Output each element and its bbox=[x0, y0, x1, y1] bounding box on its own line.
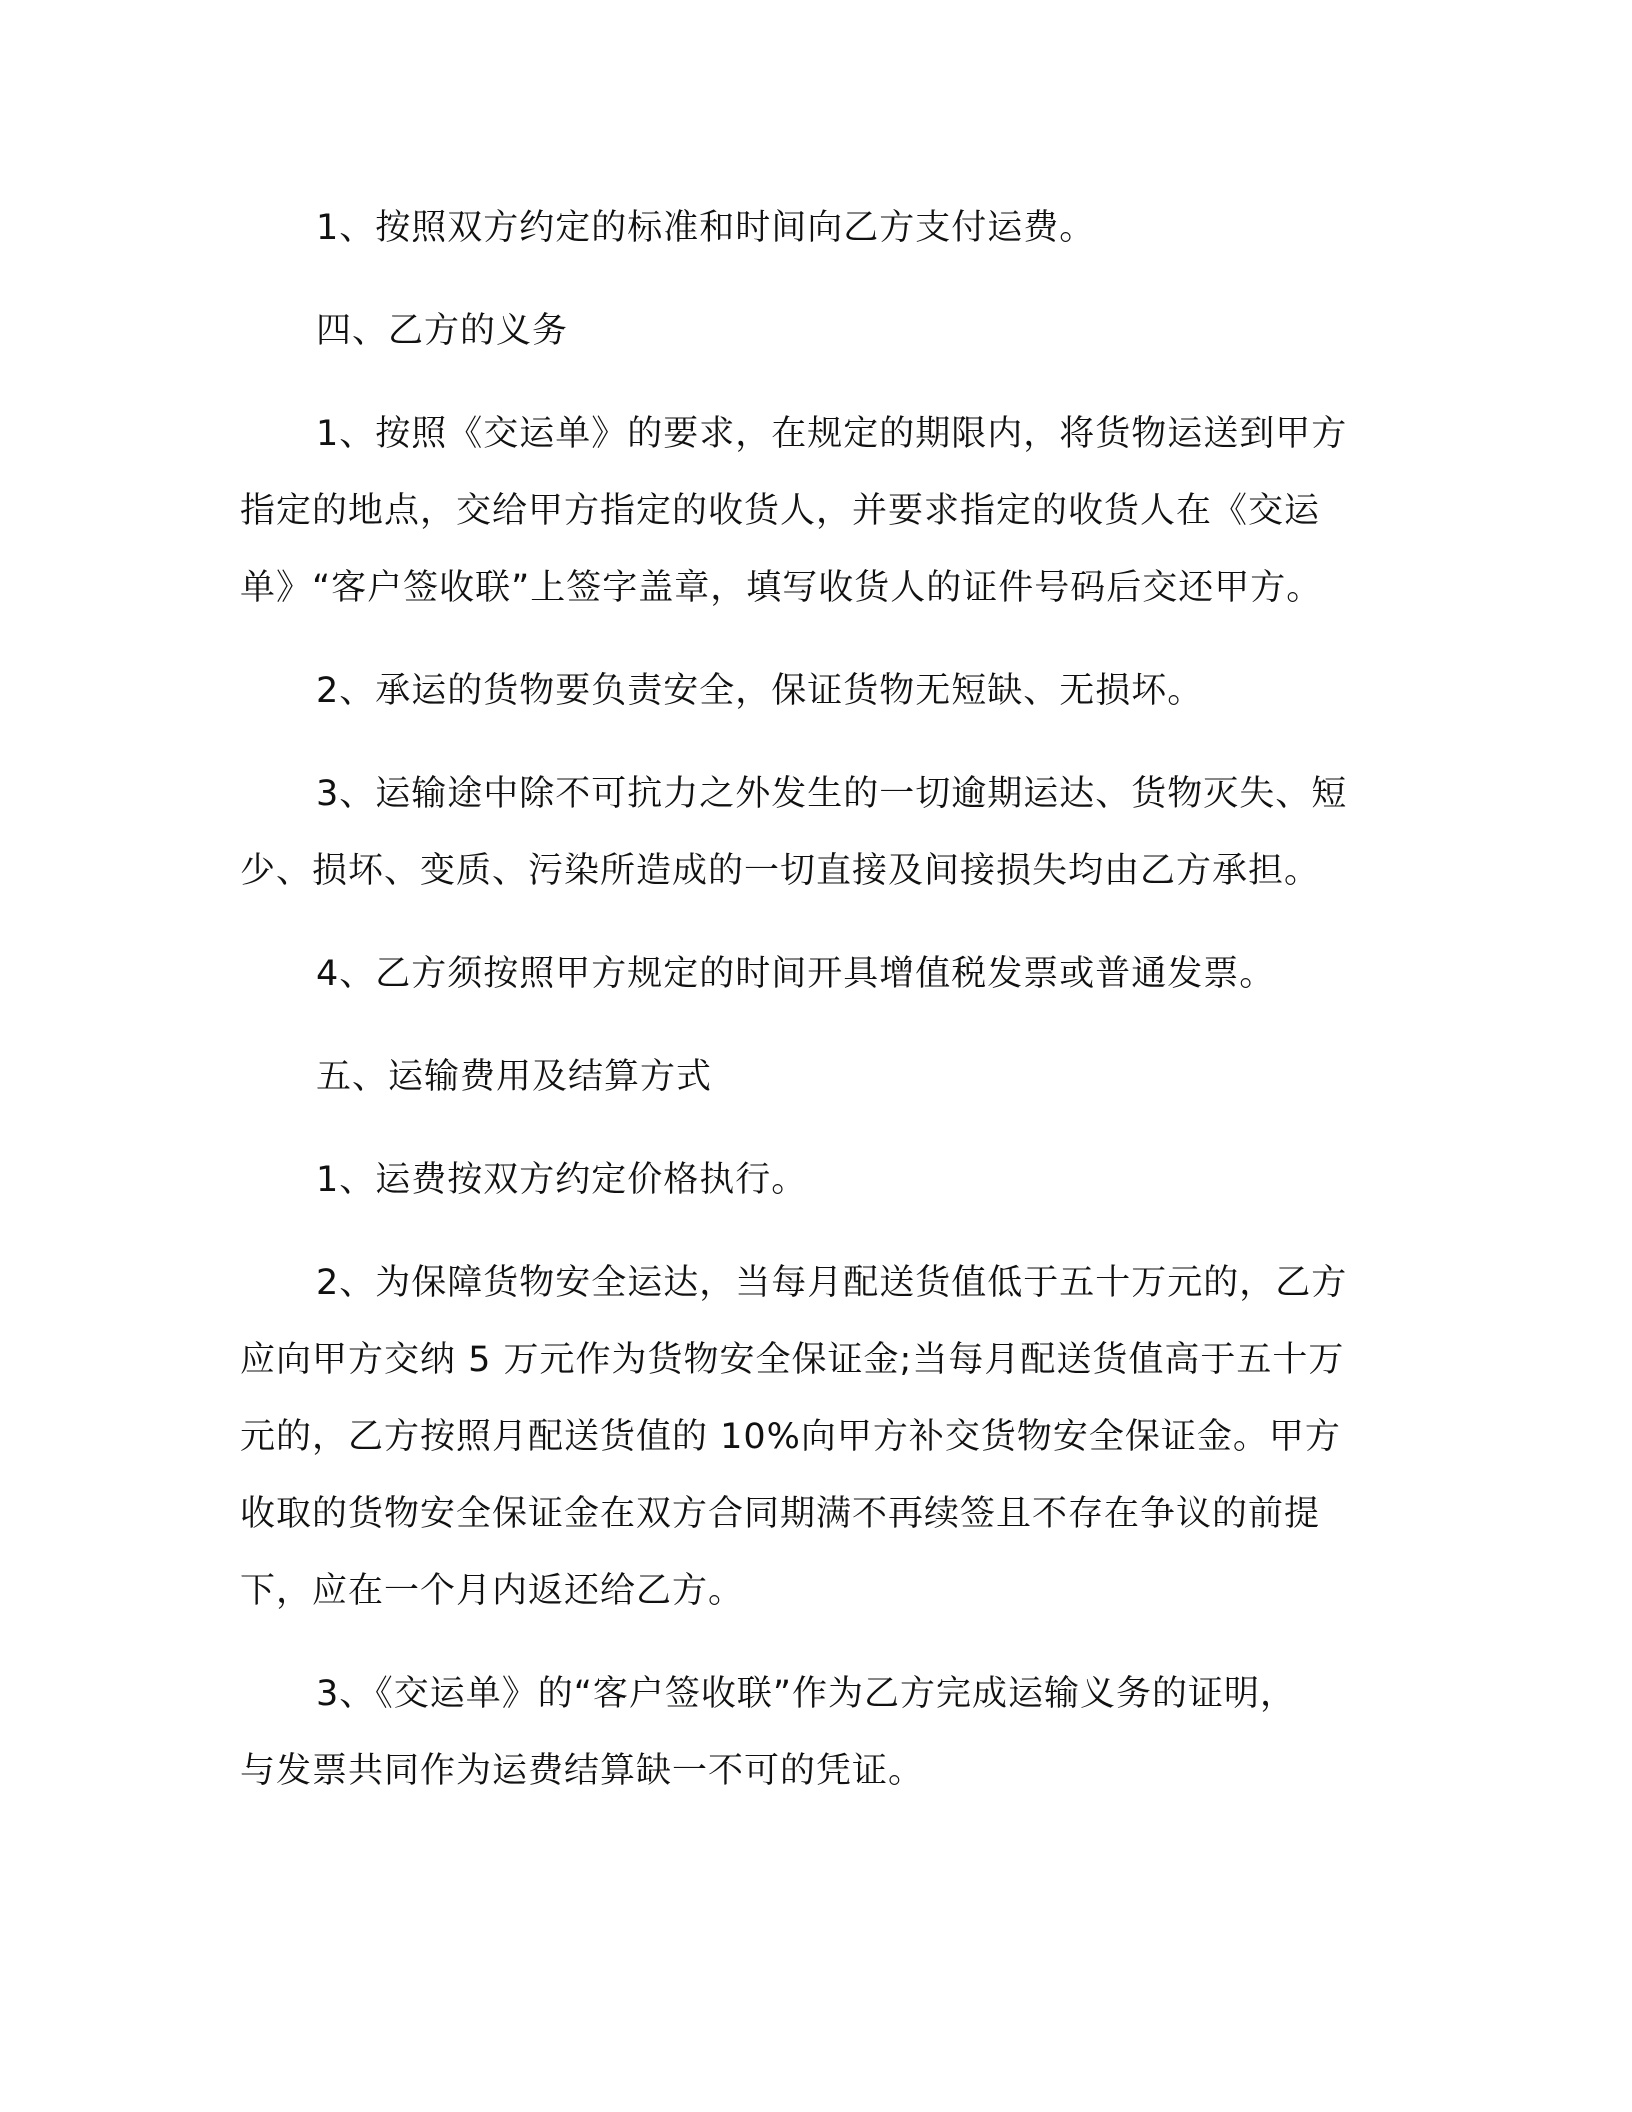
text-line: 3、运输途中除不可抗力之外发生的一切逾期运达、货物灭失、短 bbox=[316, 774, 1348, 814]
paragraph-cargo-safety bbox=[240, 653, 1380, 730]
paragraph-loss-liability bbox=[240, 756, 1380, 910]
text-line: 1、运费按双方约定价格执行。 bbox=[316, 1160, 808, 1200]
text-line: 少、损坏、变质、污染所造成的一切直接及间接损失均由乙方承担。 bbox=[240, 851, 1321, 891]
text-line: 应向甲方交纳 5 万元作为货物安全保证金;当每月配送货值高于五十万 bbox=[240, 1340, 1345, 1380]
text-line: 1、按照双方约定的标准和时间向乙方支付运费。 bbox=[316, 208, 1096, 248]
section-heading-party-b-obligations bbox=[240, 293, 1380, 370]
text-line: 收取的货物安全保证金在双方合同期满不再续签且不存在争议的前提 bbox=[240, 1494, 1321, 1534]
text-line: 2、为保障货物安全运达，当每月配送货值低于五十万元的，乙方 bbox=[316, 1263, 1348, 1303]
text-line: 元的，乙方按照月配送货值的 10%向甲方补交货物安全保证金。甲方 bbox=[240, 1417, 1341, 1457]
paragraph-freight-price bbox=[240, 1142, 1380, 1219]
text-line: 4、乙方须按照甲方规定的时间开具增值税发票或普通发票。 bbox=[316, 954, 1276, 994]
paragraph-delivery-requirement bbox=[240, 396, 1380, 627]
text-line: 1、按照《交运单》的要求，在规定的期限内，将货物运送到甲方 bbox=[316, 414, 1348, 454]
text-line: 五、运输费用及结算方式 bbox=[316, 1057, 713, 1097]
document-page bbox=[240, 190, 1380, 1810]
text-line: 指定的地点，交给甲方指定的收货人，并要求指定的收货人在《交运 bbox=[240, 491, 1321, 531]
paragraph-settlement-voucher bbox=[240, 1656, 1380, 1810]
text-line: 3、《交运单》的“客户签收联”作为乙方完成运输义务的证明， bbox=[316, 1674, 1297, 1714]
paragraph-party-a-pay-freight bbox=[240, 190, 1380, 267]
text-line: 2、承运的货物要负责安全，保证货物无短缺、无损坏。 bbox=[316, 671, 1204, 711]
text-line: 与发票共同作为运费结算缺一不可的凭证。 bbox=[240, 1751, 925, 1791]
section-heading-fees-settlement bbox=[240, 1039, 1380, 1116]
text-line: 下，应在一个月内返还给乙方。 bbox=[240, 1571, 745, 1611]
paragraph-invoice bbox=[240, 936, 1380, 1013]
text-line: 单》“客户签收联”上签字盖章，填写收货人的证件号码后交还甲方。 bbox=[240, 568, 1323, 608]
text-line: 四、乙方的义务 bbox=[316, 311, 569, 351]
paragraph-security-deposit bbox=[240, 1245, 1380, 1630]
